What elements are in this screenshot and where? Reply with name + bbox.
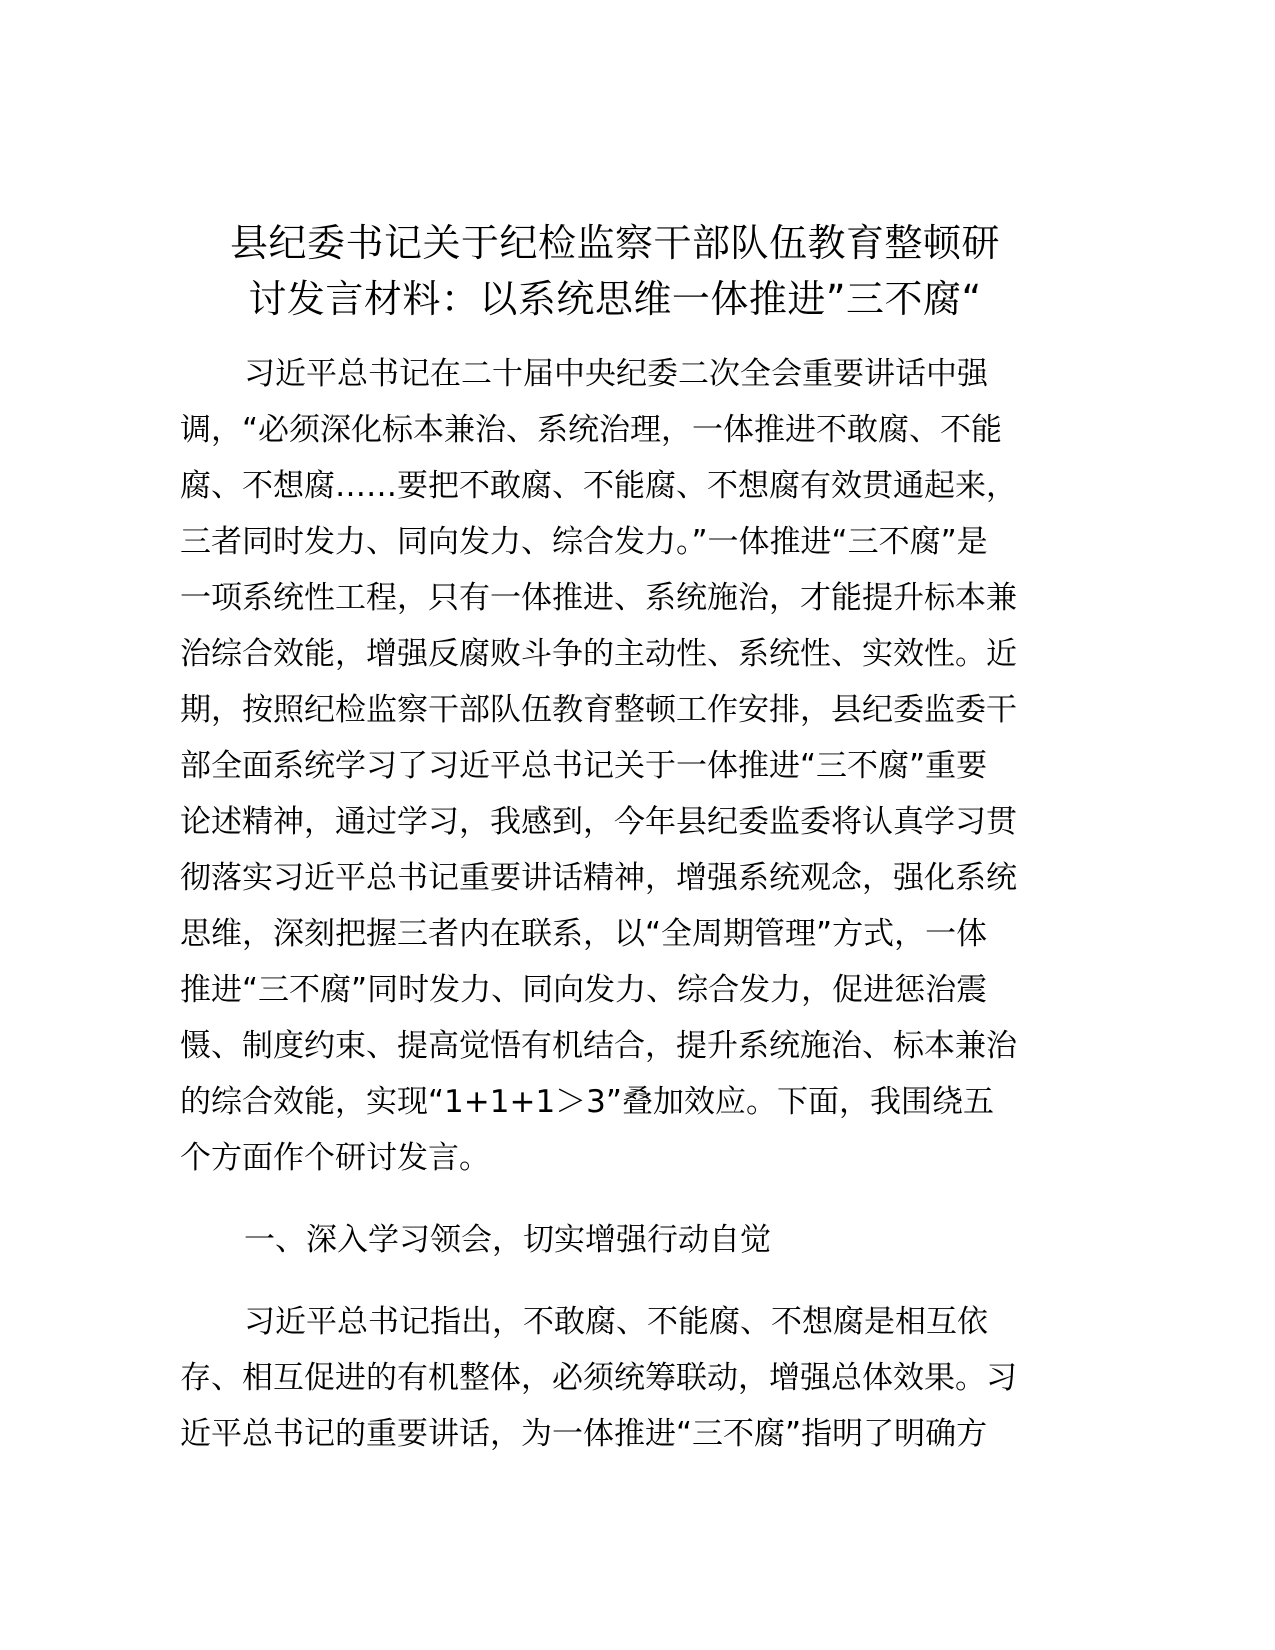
- paragraph-line: 三者同时发力、同向发力、综合发力。”一体推进“三不腐”是: [180, 524, 988, 560]
- paragraph-line: 调，“必须深化标本兼治、系统治理，一体推进不敢腐、不能: [180, 412, 1003, 448]
- paragraph-line: 习近平总书记在二十届中央纪委二次全会重要讲话中强: [244, 356, 988, 392]
- intro-paragraph: [180, 346, 1040, 1186]
- paragraph-line: 存、相互促进的有机整体，必须统筹联动，增强总体效果。习: [180, 1360, 1017, 1396]
- paragraph-line: 个方面作个研讨发言。: [180, 1140, 490, 1176]
- section-heading: 一、深入学习领会，切实增强行动自觉: [244, 1222, 771, 1258]
- paragraph-line: 彻落实习近平总书记重要讲话精神，增强系统观念，强化系统: [180, 860, 1017, 896]
- paragraph-line: 论述精神，通过学习，我感到，今年县纪委监委将认真学习贯: [180, 804, 1017, 840]
- paragraph-line: 近平总书记的重要讲话，为一体推进“三不腐”指明了明确方: [180, 1416, 988, 1452]
- paragraph-line: 的综合效能，实现“1+1+1＞3”叠加效应。下面，我围绕五: [180, 1084, 994, 1120]
- paragraph-line: 治综合效能，增强反腐败斗争的主动性、系统性、实效性。近: [180, 636, 1017, 672]
- document-body: [180, 346, 1040, 1462]
- paragraph-line: 一项系统性工程，只有一体推进、系统施治，才能提升标本兼: [180, 580, 1017, 616]
- document-title: [180, 215, 1050, 327]
- paragraph-line: 推进“三不腐”同时发力、同向发力、综合发力，促进惩治震: [180, 972, 988, 1008]
- paragraph-line: 部全面系统学习了习近平总书记关于一体推进“三不腐”重要: [180, 748, 988, 784]
- paragraph-line: 思维，深刻把握三者内在联系，以“全周期管理”方式，一体: [180, 916, 988, 952]
- section-paragraph: [180, 1294, 1040, 1462]
- paragraph-spacer: [180, 1186, 1040, 1212]
- paragraph-line: 习近平总书记指出，不敢腐、不能腐、不想腐是相互依: [244, 1304, 988, 1340]
- title-line-2: 讨发言材料：以系统思维一体推进”三不腐“: [248, 277, 982, 322]
- paragraph-line: 慑、制度约束、提高觉悟有机结合，提升系统施治、标本兼治: [180, 1028, 1017, 1064]
- paragraph-line: 期，按照纪检监察干部队伍教育整顿工作安排，县纪委监委干: [180, 692, 1017, 728]
- paragraph-spacer: [180, 1268, 1040, 1294]
- title-line-1: 县纪委书记关于纪检监察干部队伍教育整顿研: [229, 221, 1000, 266]
- paragraph-line: 腐、不想腐……要把不敢腐、不能腐、不想腐有效贯通起来，: [180, 468, 1017, 504]
